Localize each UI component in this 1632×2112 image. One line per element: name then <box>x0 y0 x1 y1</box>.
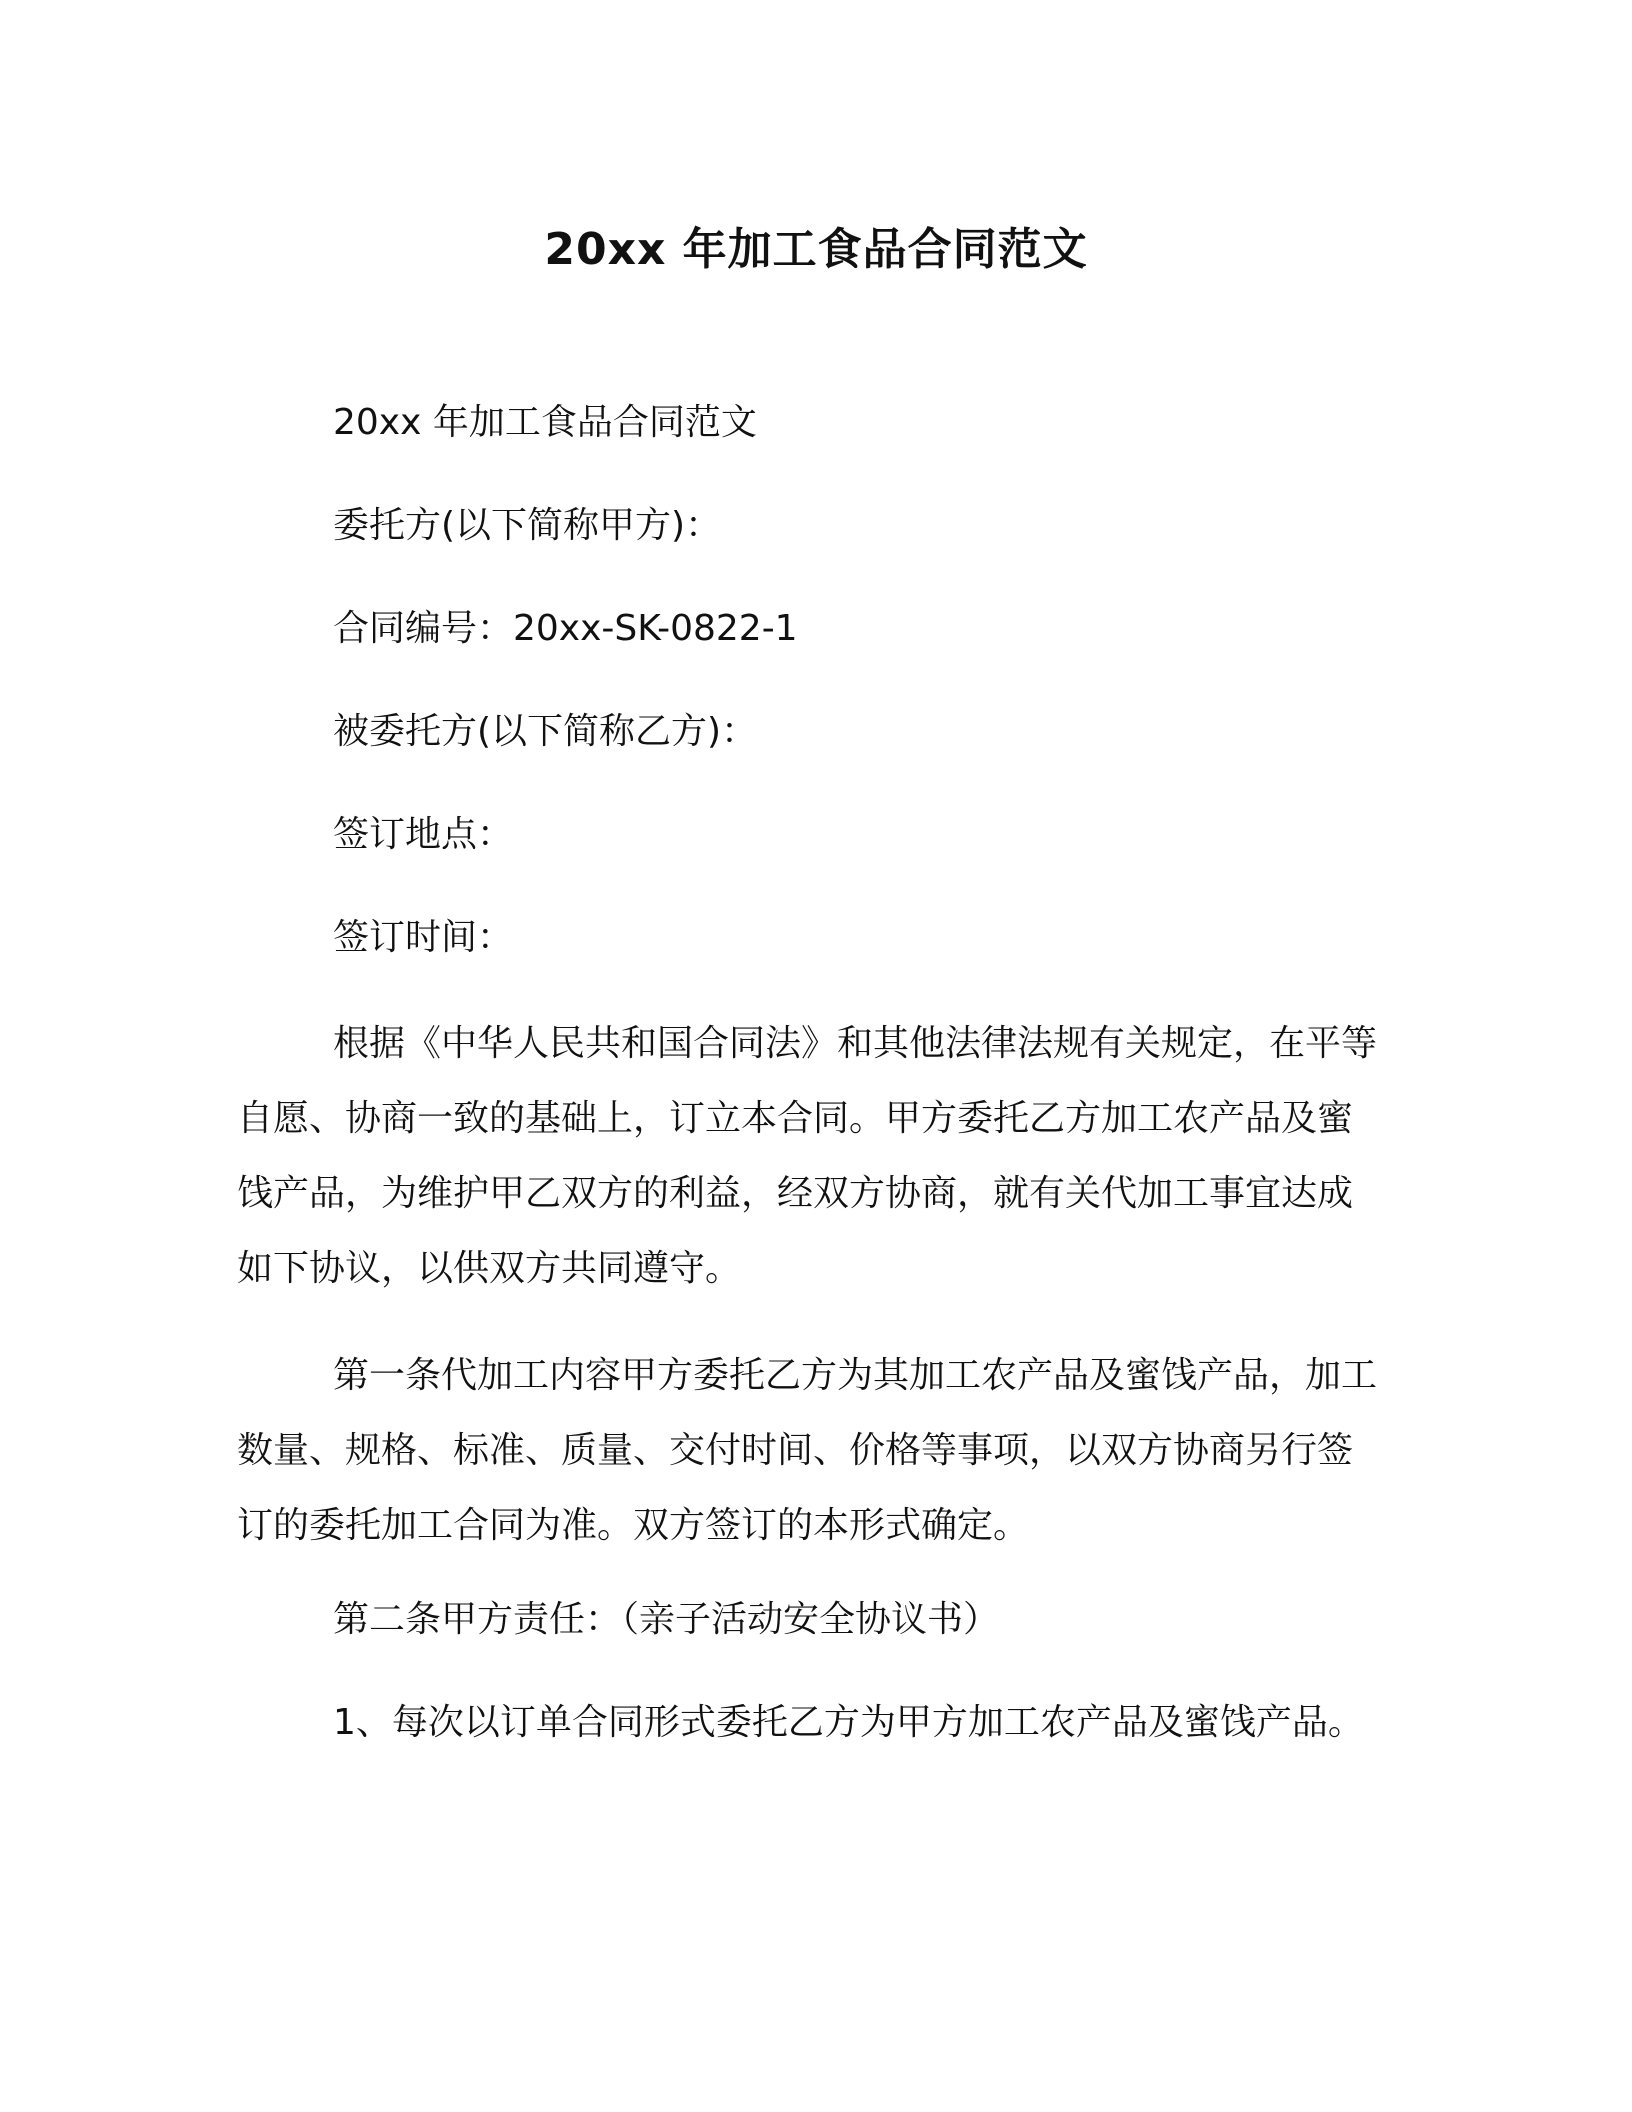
contractor-field: 被委托方(以下简称乙方)： <box>333 711 758 752</box>
client-field: 委托方(以下简称甲方)： <box>333 505 722 546</box>
sign-time-field: 签订时间： <box>333 917 514 958</box>
document-title: 20xx 年加工食品合同范文 <box>544 224 1088 275</box>
intro-paragraph: 根据《中华人民共和国合同法》和其他法律法规有关规定，在平等自愿、协商一致的基础上，订立本合同。甲方委托乙方加工农产品及蜜饯产品，为维护甲乙双方的利益，经双方协商，就有关代加工事宜达成如下协议，以供双方共同遵守。 <box>237 1023 1378 1289</box>
contract-number-field: 合同编号：20xx-SK-0822-1 <box>333 608 798 649</box>
article-2-item-1: 1、每次以订单合同形式委托乙方为甲方加工农产品及蜜饯产品。 <box>333 1702 1364 1743</box>
article-1-paragraph: 第一条代加工内容甲方委托乙方为其加工农产品及蜜饯产品，加工数量、规格、标准、质量、交付时间、价格等事项，以双方协商另行签订的委托加工合同为准。双方签订的本形式确定。 <box>237 1355 1378 1546</box>
document-subtitle: 20xx 年加工食品合同范文 <box>333 402 757 443</box>
sign-place-field: 签订地点： <box>333 814 514 855</box>
article-2-heading: 第二条甲方责任：（亲子活动安全协议书） <box>333 1599 1000 1640</box>
